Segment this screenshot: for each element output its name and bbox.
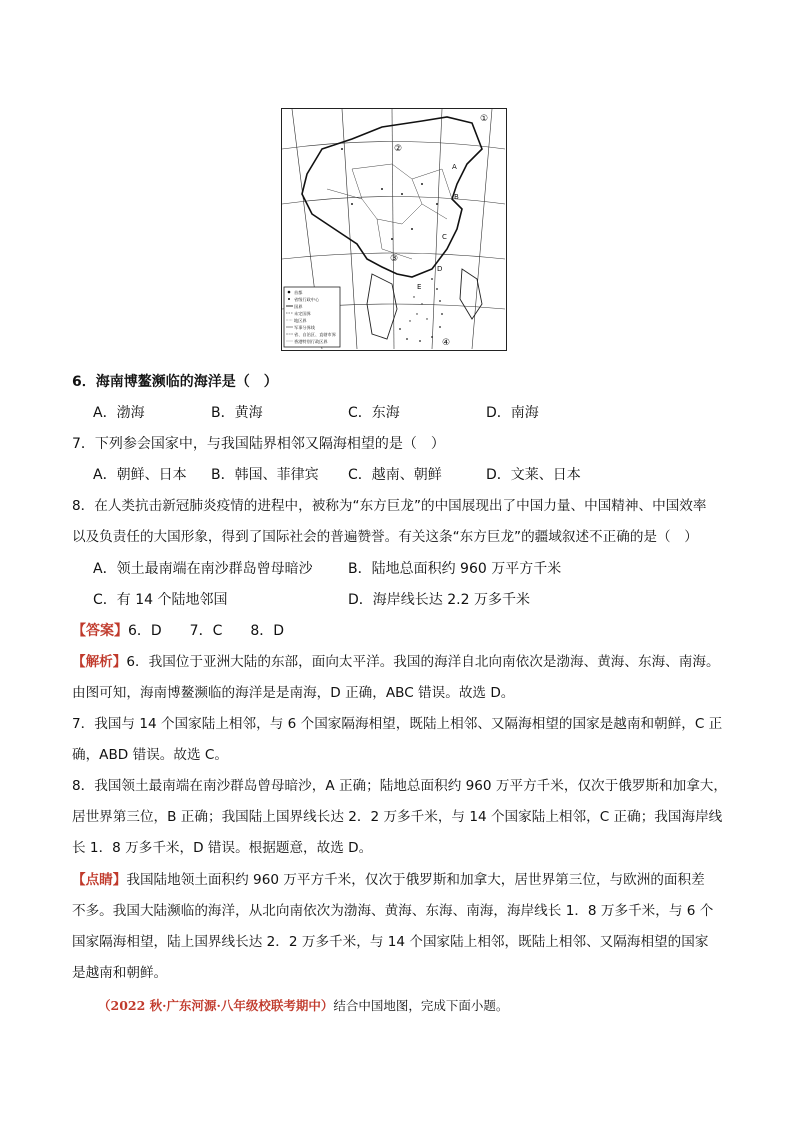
question-8-stem-line2: 以及负责任的大国形象，得到了国际社会的普遍赞誉。有关这条“东方巨龙”的疆域叙述不正确的是（ ） [72,529,698,545]
analysis-p3-line1: 8．我国领土最南端在南沙群岛曾母暗沙，A 正确；陆地总面积约 960 万平方千米，仅次于俄罗斯和加拿大， [72,778,727,794]
map-label-3: ③ [390,254,399,264]
q6-option-c: C．东海 [348,405,400,421]
tips-tag: 【点睛】 [72,872,127,888]
q6-option-b: B．黄海 [211,405,263,421]
source-note: （2022 秋·广东河源·八年级校联考期中） [98,998,334,1013]
answer-line [72,621,284,641]
tips-line-3: 国家隔海相望，陆上国界线长达 2．2 万多千米，与 14 个国家陆上相邻，既陆上相邻、又隔海相望的国家 [72,934,709,950]
q8-option-d: D．海岸线长达 2.2 万多千米 [348,592,530,608]
legend-item: 未定国界 [294,311,311,316]
analysis-p2-line1: 7．我国与 14 个国家陆上相邻，与 6 个国家隔海相望，既陆上相邻、又隔海相望的国家是越南和朝鲜，C 正 [72,716,723,732]
map-label-2: ② [394,144,403,154]
analysis-p3-line2: 居世界第三位，B 正确；我国陆上国界线长达 2．2 万多千米，与 14 个国家陆上相邻，C 正确；我国海岸线 [72,809,723,825]
map-drawing [282,109,505,349]
legend-item: 国界 [294,304,303,309]
q6-option-a: A．渤海 [93,405,145,421]
analysis-tag: 【解析】 [72,654,127,670]
analysis-p1-line1: 6．我国位于亚洲大陆的东部，面向太平洋。我国的海洋自北向南依次是渤海、黄海、东海、南海。 [126,654,720,670]
map-label-4: ④ [442,338,451,348]
q7-option-d: D．文莱、日本 [486,467,581,483]
answer-tag: 【答案】 [72,623,128,639]
legend-item: 省级行政中心 [294,297,320,302]
china-map-figure [281,108,507,351]
legend-item: 军事分界线 [294,325,315,330]
next-instruction: 结合中国地图，完成下面小题。 [333,998,509,1013]
map-label-1: ① [480,114,489,124]
map-legend-box [284,287,340,347]
q8-option-c: C．有 14 个陆地邻国 [93,592,228,608]
analysis-p2-line2: 确，ABD 错误。故选 C。 [72,747,228,763]
map-letter-a: A [452,163,457,171]
question-6-stem: 6．海南博鳌濒临的海洋是（ ） [72,374,278,390]
q6-option-d: D．南海 [486,405,539,421]
map-letter-d: D [437,265,443,273]
tips-text-1: 我国陆地领土面积约 960 万平方千米，仅次于俄罗斯和加拿大，居世界第三位，与欧洲的面积差 [126,872,705,888]
answer-text: 6．D 7．C 8．D [128,623,285,639]
map-letter-c: C [442,233,447,241]
q7-option-a: A．朝鲜、日本 [93,467,187,483]
legend-item: 省、自治区、直辖市界 [294,332,336,337]
map-letter-b: B [454,193,459,201]
tips-line-1 [72,870,705,890]
analysis-p1-line2: 由图可知，海南博鳌濒临的海洋是是南海，D 正确，ABC 错误。故选 D。 [72,685,515,701]
legend-item: 首都 [294,290,303,295]
next-section-intro [98,996,508,1016]
analysis-p3-line3: 长 1．8 万多千米，D 错误。根据题意，故选 D。 [72,840,373,856]
tips-line-4: 是越南和朝鲜。 [72,965,168,981]
legend-item: 香港特别行政区界 [294,339,328,344]
question-7-stem: 7．下列参会国家中，与我国陆界相邻又隔海相望的是（ ） [72,436,445,452]
tips-line-2: 不多。我国大陆濒临的海洋，从北向南依次为渤海、黄海、东海、南海，海岸线长 1．8 万多千米，与 6 个 [72,903,714,919]
legend-item: 地区界 [294,318,307,323]
question-8-stem-line1: 8．在人类抗击新冠肺炎疫情的进程中，被称为“东方巨龙”的中国展现出了中国力量、中国精神、中国效率 [72,498,707,514]
q8-option-a: A．领土最南端在南沙群岛曾母暗沙 [93,561,313,577]
q8-option-b: B．陆地总面积约 960 万平方千米 [348,561,562,577]
analysis-line-1 [72,652,720,672]
map-letter-e: E [417,283,422,291]
q7-option-b: B．韩国、菲律宾 [211,467,319,483]
q7-option-c: C．越南、朝鲜 [348,467,442,483]
